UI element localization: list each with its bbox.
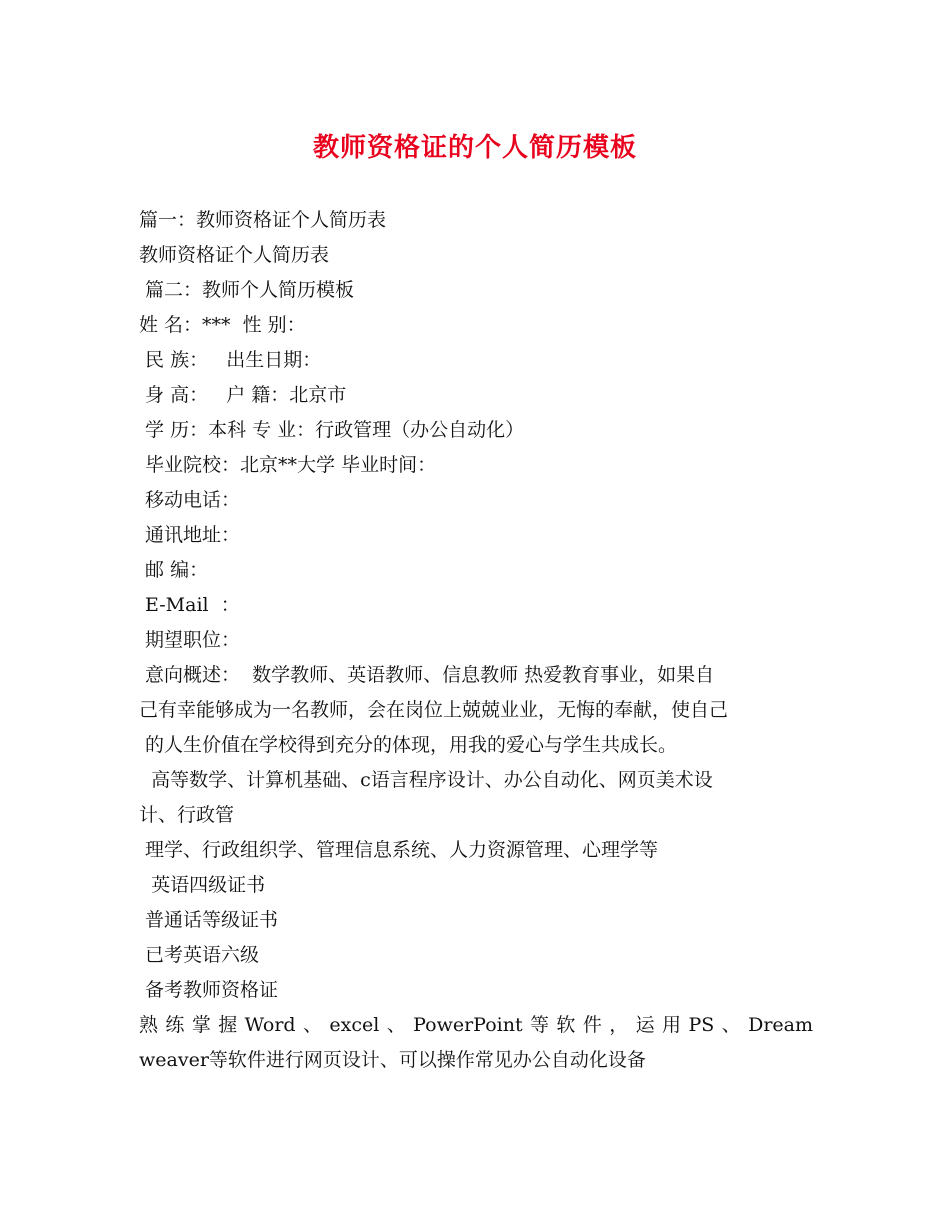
text-line: 计、行政管 xyxy=(139,804,235,826)
text-line: 教师资格证个人简历表 xyxy=(139,244,330,266)
text-line: 理学、行政组织学、管理信息系统、人力资源管理、心理学等 xyxy=(139,839,659,861)
text-line: 民 族： 出生日期： xyxy=(139,349,322,371)
document-title: 教师资格证的个人简历模板 xyxy=(312,133,637,163)
text-line: 姓 名：*** 性 别： xyxy=(139,314,306,336)
text-line: 备考教师资格证 xyxy=(139,979,279,1001)
text-line: 熟练掌握Word、excel、PowerPoint等软件，运用PS、Dream xyxy=(139,1014,813,1036)
text-line: 篇二：教师个人简历模板 xyxy=(139,279,355,301)
text-line: 英语四级证书 xyxy=(139,874,266,896)
text-line: 的人生价值在学校得到充分的体现，用我的爱心与学生共成长。 xyxy=(139,734,678,756)
text-line: 己有幸能够成为一名教师，会在岗位上兢兢业业，无悔的奉献，使自己 xyxy=(139,699,729,721)
text-line: 通讯地址： xyxy=(139,524,241,546)
document-body xyxy=(139,203,813,1078)
text-line: 意向概述： 数学教师、英语教师、信息教师 热爱教育事业，如果自 xyxy=(139,664,715,686)
text-line: E-Mail ： xyxy=(139,594,240,616)
text-line: 身 高： 户 籍：北京市 xyxy=(139,384,347,406)
text-line: 移动电话： xyxy=(139,489,241,511)
text-line: 高等数学、计算机基础、c语言程序设计、办公自动化、网页美术设 xyxy=(139,769,713,791)
text-line: 已考英语六级 xyxy=(139,944,260,966)
text-line: 普通话等级证书 xyxy=(139,909,279,931)
text-line: 毕业院校：北京**大学 毕业时间： xyxy=(139,454,437,476)
text-line: 篇一：教师资格证个人简历表 xyxy=(139,209,387,231)
text-line: 期望职位： xyxy=(139,629,241,651)
text-line: 学 历：本科 专 业：行政管理（办公自动化） xyxy=(139,419,525,441)
text-line: 邮 编： xyxy=(139,559,209,581)
text-line: weaver等软件进行网页设计、可以操作常见办公自动化设备 xyxy=(139,1049,646,1071)
